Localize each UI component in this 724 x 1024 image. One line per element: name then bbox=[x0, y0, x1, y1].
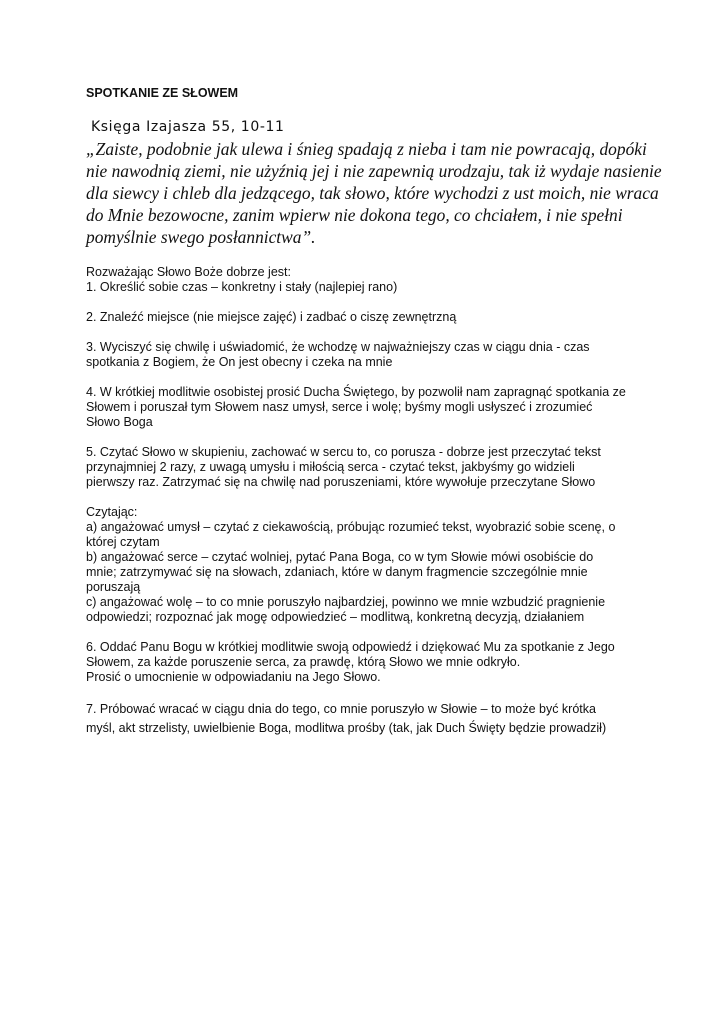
step-6-line: Słowem, za każde poruszenie serca, za prawdę, którą Słowo we mnie odkryło. bbox=[86, 655, 521, 669]
document-title: SPOTKANIE ZE SŁOWEM bbox=[86, 86, 239, 100]
intro-heading: Rozważając Słowo Boże dobrze jest: bbox=[86, 265, 291, 279]
reading-line: c) angażować wolę – to co mnie poruszyło najbardziej, powinno we mnie wzbudzić pragnienie bbox=[86, 595, 606, 609]
quote-line: dla siewcy i chleb dla jedzącego, tak słowo, które wychodzi z ust moich, nie wraca bbox=[86, 183, 659, 203]
quote-line: do Mnie bezowocne, zanim wpierw nie dokona tego, co chciałem, i nie spełni bbox=[86, 205, 623, 225]
intro-section bbox=[86, 265, 646, 295]
step-5 bbox=[86, 445, 646, 490]
quote-line: nie nawodnią ziemi, nie użyźnią jej i nie zapewnią urodzaju, tak iż wydaje nasienie bbox=[86, 161, 662, 181]
scripture-reference: Księga Izajasza 55, 10-11 bbox=[91, 119, 285, 135]
step-6-line: 6. Oddać Panu Bogu w krótkiej modlitwie swoją odpowiedź i dziękować Mu za spotkanie z Jego bbox=[86, 640, 615, 654]
step-5-line: przynajmniej 2 razy, z uwagą umysłu i miłością serca - czytać tekst, jakbyśmy go widzieli bbox=[86, 460, 575, 474]
step-3-line: 3. Wyciszyć się chwilę i uświadomić, że wchodzę w najważniejszy czas w ciągu dnia - czas bbox=[86, 340, 590, 354]
reading-line: której czytam bbox=[86, 535, 160, 549]
step-2-line: 2. Znaleźć miejsce (nie miejsce zajęć) i zadbać o ciszę zewnętrzną bbox=[86, 310, 457, 324]
step-5-line: pierwszy raz. Zatrzymać się na chwilę nad poruszeniami, które wywołuje przeczytane Słowo bbox=[86, 475, 596, 489]
step-5-line: 5. Czytać Słowo w skupieniu, zachować w sercu to, co porusza - dobrze jest przeczytać tekst bbox=[86, 445, 601, 459]
reading-line: mnie; zatrzymywać się na słowach, zdaniach, które w danym fragmencie szczególnie mnie bbox=[86, 565, 588, 579]
step-7 bbox=[86, 700, 646, 738]
reading-line: b) angażować serce – czytać wolniej, pytać Pana Boga, co w tym Słowie mówi osobiście do bbox=[86, 550, 594, 564]
quote-line: „Zaiste, podobnie jak ulewa i śnieg spadają z nieba i tam nie powracają, dopóki bbox=[86, 139, 647, 159]
step-1: 1. Określić sobie czas – konkretny i stały (najlepiej rano) bbox=[86, 280, 398, 294]
reading-heading: Czytając: bbox=[86, 505, 138, 519]
reading-line: a) angażować umysł – czytać z ciekawością, próbując rozumieć tekst, wyobrazić sobie scenę, o bbox=[86, 520, 616, 534]
step-2 bbox=[86, 310, 646, 325]
quote-line: pomyślnie swego posłannictwa”. bbox=[86, 227, 316, 247]
scripture-quote bbox=[86, 138, 662, 248]
document-content bbox=[86, 85, 662, 753]
step-4-line: Słowem i poruszał tym Słowem nasz umysł, serce i wolę; byśmy mogli usłyszeć i zrozumieć bbox=[86, 400, 593, 414]
step-7-line: 7. Próbować wracać w ciągu dnia do tego, co mnie poruszyło w Słowie – to może być krótka bbox=[86, 702, 596, 716]
step-6 bbox=[86, 640, 646, 685]
step-4 bbox=[86, 385, 646, 430]
step-3-line: spotkania z Bogiem, że On jest obecny i czeka na mnie bbox=[86, 355, 393, 369]
step-3 bbox=[86, 340, 646, 370]
reading-line: poruszają bbox=[86, 580, 141, 594]
step-4-line: Słowo Boga bbox=[86, 415, 153, 429]
step-6-line: Prosić o umocnienie w odpowiadaniu na Jego Słowo. bbox=[86, 670, 381, 684]
step-4-line: 4. W krótkiej modlitwie osobistej prosić Ducha Świętego, by pozwolił nam zapragnąć spotkania ze bbox=[86, 385, 626, 399]
reading-section bbox=[86, 505, 646, 625]
reading-line: odpowiedzi; rozpoznać jak mogę odpowiedzieć – modlitwą, konkretną decyzją, działaniem bbox=[86, 610, 585, 624]
step-7-line: myśl, akt strzelisty, uwielbienie Boga, modlitwa prośby (tak, jak Duch Święty będzie prowadził) bbox=[86, 721, 607, 735]
